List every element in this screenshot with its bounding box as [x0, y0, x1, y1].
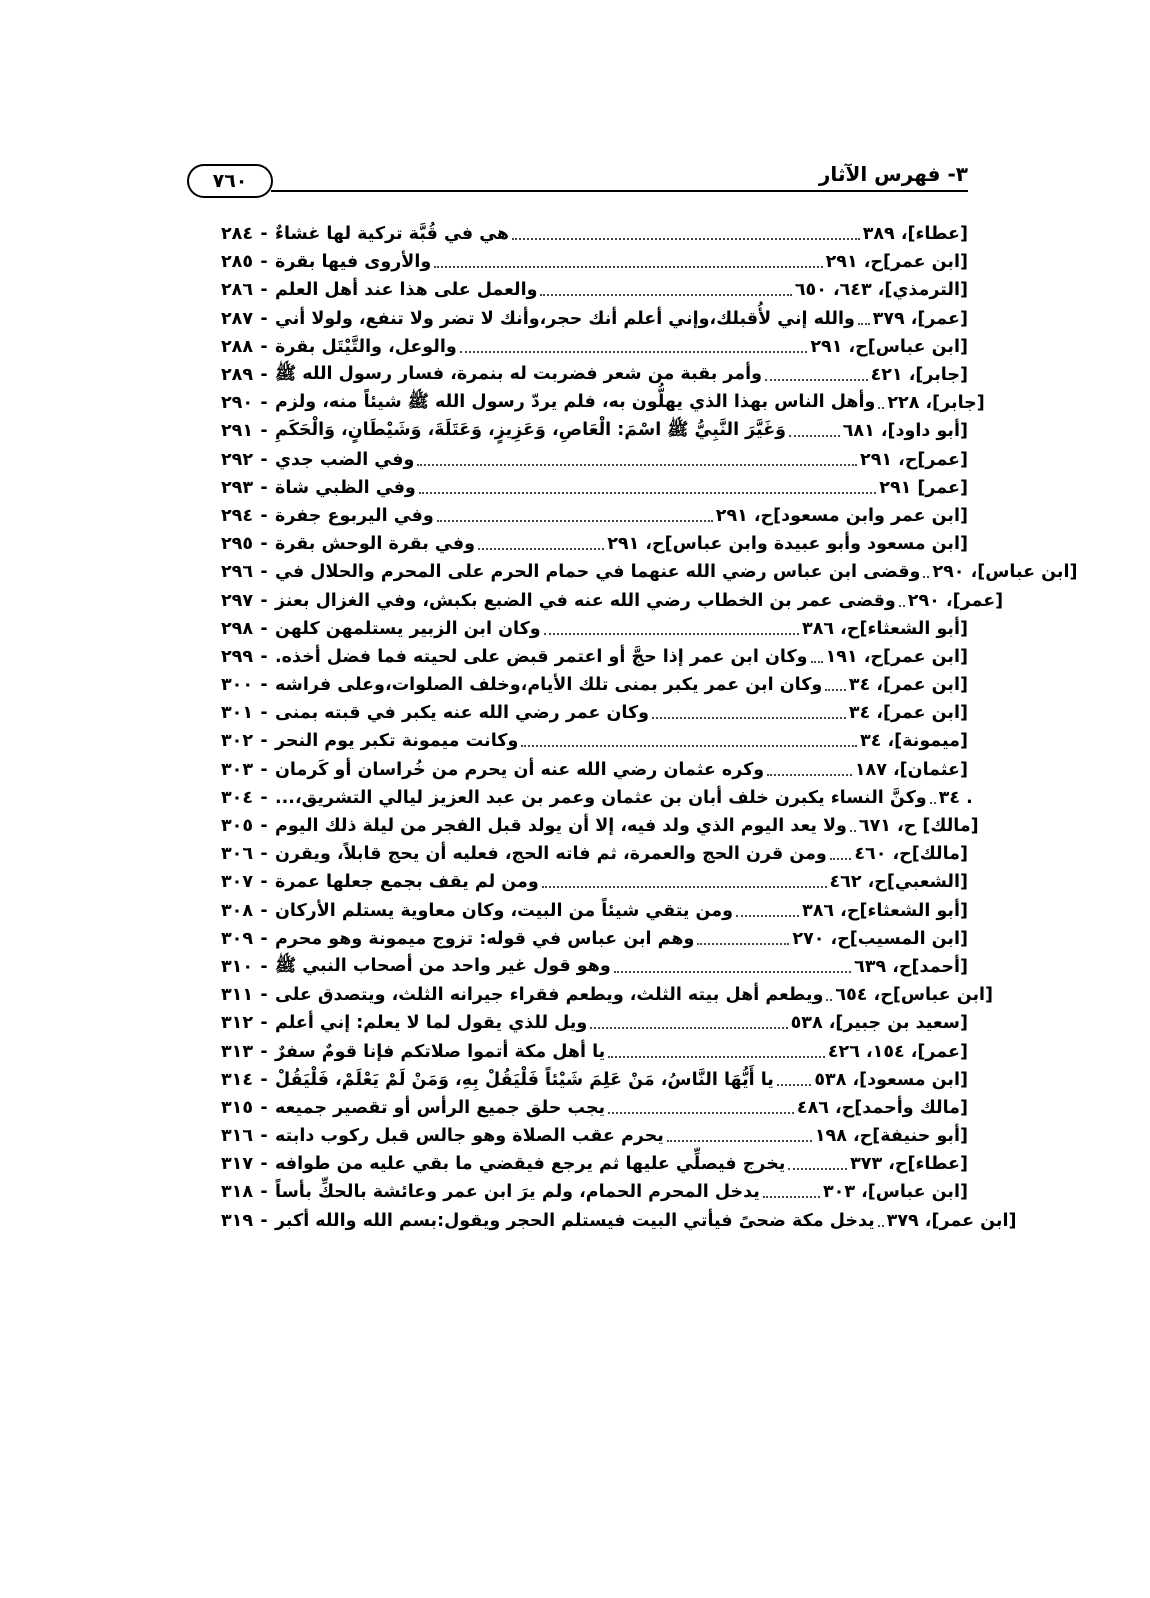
entry-source: [ابن عمر]ح، ٢٩١ [825, 252, 968, 273]
entry-text: وكره عثمان رضي الله عنه أن يحرم من خُراسان أو كَرمان [275, 759, 765, 780]
entry-dash: - [260, 1126, 268, 1147]
entry-dash: - [260, 280, 268, 301]
entry-source: [سعيد بن جبير]، ٥٣٨ [790, 1013, 968, 1034]
entry-text: وقضى ابن عباس رضي الله عنهما في حمام الحرم على المحرم والحلال في [275, 562, 921, 583]
entry-text: والله إني لأُقبلك،وإني أعلم أنك حجر،وأنك لا تضر ولا تنفع، ولولا أني [275, 308, 855, 329]
entry-source: [ابن عمر]، ٣٧٩ [886, 1210, 1017, 1231]
index-entry [193, 953, 968, 981]
entry-dash: - [260, 393, 268, 414]
entry-dash: - [260, 675, 268, 696]
entry-dash: - [260, 787, 268, 808]
header-rule [271, 190, 968, 192]
entry-dash: - [260, 336, 268, 357]
entry-text: وكان ابن الزبير يستلمهن كلهن [275, 618, 541, 639]
dot-leader [590, 1027, 787, 1029]
entry-text: يخرج فيصلِّي عليها ثم يرجع فيقضي ما بقي عليه من طوافه [275, 1154, 786, 1175]
index-entry [193, 1066, 968, 1094]
entry-source: [ابن عباس]ح، ٢٩١ [810, 336, 968, 357]
entry-dash: - [260, 928, 268, 949]
entry-dash: - [260, 731, 268, 752]
index-entry [193, 502, 968, 530]
entry-source: [ابن مسعود وأبو عبيدة وابن عباس]ح، ٢٩١ [607, 534, 968, 555]
dot-leader [419, 492, 876, 494]
entry-number: ٢٩٠ [220, 393, 253, 414]
entry-source: [عمر]ح، ٢٩١ [860, 449, 968, 470]
entry-number: ٣٠٠ [220, 675, 253, 696]
index-entry [193, 220, 968, 248]
entry-number: ٢٩٤ [220, 505, 253, 526]
dot-leader [830, 858, 852, 860]
index-entry [193, 474, 968, 502]
entry-text: ومن يتقي شيئاً من البيت، وكان معاوية يستلم الأركان [275, 900, 733, 921]
entry-text: ويل للذي يقول لما لا يعلم: إني أعلم [275, 1013, 588, 1034]
dot-leader [434, 266, 822, 268]
entry-number: ٣٠٤ [220, 787, 253, 808]
dot-leader [789, 435, 840, 437]
entry-number: ٢٩١ [220, 421, 253, 442]
entry-number: ٣٠٨ [220, 900, 253, 921]
page-number: ٧٦٠ [187, 164, 273, 198]
entry-number: ٣١٠ [220, 956, 253, 977]
entry-source: [عمر]، ٣٧٩ [872, 308, 968, 329]
entry-text: وفي بقرة الوحش بقرة [275, 534, 475, 555]
entry-number: ٣٠٦ [220, 844, 253, 865]
entry-source: [الترمذي]، ٦٤٣، ٦٥٠ [794, 280, 968, 301]
entry-source: [ابن عمر]، ٣٤ [848, 703, 968, 724]
dot-leader [736, 915, 799, 917]
section-title: ٣- فهرس الآثار [818, 162, 968, 186]
dot-leader [521, 745, 857, 747]
entry-text: والأروى فيها بقرة [275, 252, 432, 273]
index-entry [193, 417, 968, 445]
entry-text: وكنَّ النساء يكبرن خلف أبان بن عثمان وعمر بن عبد العزيز ليالي التشريق،... [275, 787, 927, 808]
entry-dash: - [260, 1013, 268, 1034]
entry-source: [أبو حنيفة]ح، ١٩٨ [814, 1126, 968, 1147]
dot-leader [478, 548, 604, 550]
dot-leader [608, 1112, 794, 1114]
entry-number: ٣٠٢ [220, 731, 253, 752]
dot-leader [930, 802, 936, 804]
entry-text: يحرم عقب الصلاة وهو جالس قبل ركوب دابته [275, 1126, 664, 1147]
entry-dash: - [260, 449, 268, 470]
index-entry [193, 615, 968, 643]
index-entry [193, 1094, 968, 1122]
index-entry [193, 699, 968, 727]
index-entry [193, 784, 973, 812]
entry-number: ٢٨٦ [220, 280, 253, 301]
index-entry [193, 389, 985, 417]
entry-number: ٢٩٥ [220, 534, 253, 555]
dot-leader [540, 294, 791, 296]
index-entry [193, 446, 968, 474]
dot-leader [667, 1140, 812, 1142]
entry-text: يجب حلق جميع الرأس أو تقصير جميعه [275, 1097, 606, 1118]
entry-number: ٢٩٣ [220, 477, 253, 498]
entry-source: [عمر] ٢٩١ [879, 477, 968, 498]
dot-leader [788, 1168, 847, 1170]
index-entry [193, 558, 1078, 586]
entry-number: ٢٩٦ [220, 562, 253, 583]
dot-leader [544, 633, 799, 635]
index-entry [193, 1207, 1017, 1235]
dot-leader [437, 520, 713, 522]
dot-leader [858, 323, 870, 325]
entry-dash: - [260, 365, 268, 386]
entry-source: [أحمد]ح، ٦٣٩ [854, 956, 968, 977]
entry-dash: - [260, 505, 268, 526]
entry-source: [ابن المسيب]ح، ٢٧٠ [792, 928, 968, 949]
dot-leader [417, 464, 857, 466]
entry-text: ولا يعد اليوم الذي ولد فيه، إلا أن يولد قبل الفجر من ليلة ذلك اليوم [275, 816, 847, 837]
index-entry [193, 812, 979, 840]
entry-number: ٣٠١ [220, 703, 253, 724]
entry-dash: - [260, 1182, 268, 1203]
dot-leader [763, 1196, 820, 1198]
dot-leader [878, 1225, 884, 1227]
entry-text: وكانت ميمونة تكبر يوم النحر [275, 731, 519, 752]
dot-leader [542, 886, 827, 888]
dot-leader [777, 1084, 811, 1086]
entry-number: ٢٨٩ [220, 365, 253, 386]
entry-source: [عثمان]، ١٨٧ [854, 759, 968, 780]
entry-dash: - [260, 308, 268, 329]
index-entry [193, 248, 968, 276]
index-entry [193, 756, 968, 784]
entry-source: [ابن عباس]، ٢٩٠ [932, 562, 1078, 583]
entry-number: ٢٩٨ [220, 618, 253, 639]
entry-number: ٣١٥ [220, 1097, 253, 1118]
entry-text: ومن قرن الحج والعمرة، ثم فاته الحج، فعليه أن يحج قابلاً، ويقرن [275, 844, 827, 865]
dot-leader [614, 971, 851, 973]
entry-source: [ابن مسعود]، ٥٣٨ [814, 1069, 968, 1090]
entry-source: [مالك وأحمد]ح، ٤٨٦ [796, 1097, 968, 1118]
dot-leader [460, 351, 808, 353]
entry-text: يدخل المحرم الحمام، ولم يرَ ابن عمر وعائشة بالحكِّ بأساً [275, 1182, 760, 1203]
dot-leader [825, 689, 846, 691]
entry-number: ٣٠٣ [220, 759, 253, 780]
dot-leader [765, 379, 868, 381]
entry-number: ٢٩٩ [220, 646, 253, 667]
entry-dash: - [260, 900, 268, 921]
entry-text: وكان ابن عمر يكبر بمنى تلك الأيام،وخلف الصلوات،وعلى فراشه [275, 675, 823, 696]
entry-text: وأمر بقبة من شعر فضربت له بنمرة، فسار رسول الله ﷺ [275, 364, 763, 385]
entry-source: [ابن عمر وابن مسعود]ح، ٢٩١ [715, 505, 968, 526]
entry-number: ٢٩٧ [220, 590, 253, 611]
index-entry [193, 925, 968, 953]
entry-dash: - [260, 224, 268, 245]
entry-number: ٣١٧ [220, 1154, 253, 1175]
index-entry [193, 333, 968, 361]
index-entry [193, 1178, 968, 1206]
entry-source: [أبو الشعثاء]ح، ٣٨٦ [802, 618, 968, 639]
entry-source: [جابر]، ٤٢١ [870, 365, 968, 386]
index-entry [193, 530, 968, 558]
entry-text: ومن لم يقف بجمع جعلها عمرة [275, 872, 539, 893]
entry-text: وفي اليربوع جفرة [275, 505, 434, 526]
entry-number: ٣١١ [220, 985, 253, 1006]
dot-leader [826, 999, 832, 1001]
dot-leader [850, 830, 856, 832]
dot-leader [923, 576, 929, 578]
index-entry [193, 361, 968, 389]
index-entry [193, 305, 968, 333]
entry-dash: - [260, 534, 268, 555]
entry-number: ٣١٦ [220, 1126, 253, 1147]
entry-text: يدخل مكة ضحىً فيأتي البيت فيستلم الحجر ويقول:بسم الله والله أكبر [275, 1210, 875, 1231]
entry-source: [مالك]ح، ٤٦٠ [854, 844, 968, 865]
entry-source: [ميمونة]، ٣٤ [860, 731, 968, 752]
dot-leader [811, 661, 823, 663]
entry-number: ٣١٨ [220, 1182, 253, 1203]
index-entry [193, 1009, 968, 1037]
entry-dash: - [260, 759, 268, 780]
entry-source: [ابن عباس]، ٣٠٣ [822, 1182, 968, 1203]
entry-dash: - [260, 703, 268, 724]
entry-dash: - [260, 1069, 268, 1090]
entry-number: ٢٨٧ [220, 308, 253, 329]
index-entry [193, 671, 968, 699]
entry-number: ٣٠٧ [220, 872, 253, 893]
entry-dash: - [260, 1210, 268, 1231]
entry-text: وكان عمر رضي الله عنه يكبر في قبته بمنى [275, 703, 650, 724]
entry-number: ٢٨٨ [220, 336, 253, 357]
entry-text: وقضى عمر بن الخطاب رضي الله عنه في الضبع بكبش، وفي الغزال بعنز [275, 590, 896, 611]
entry-dash: - [260, 1154, 268, 1175]
index-entry [193, 727, 968, 755]
entry-number: ٣١٤ [220, 1069, 253, 1090]
dot-leader [652, 717, 846, 719]
entry-dash: - [260, 477, 268, 498]
index-entry [193, 1150, 968, 1178]
entry-text: وفي الضب جدي [275, 449, 415, 470]
entry-text: يا أَيُّهَا النَّاسُ، مَنْ عَلِمَ شَيْئاً فَلْيَقُلْ بِهِ، وَمَنْ لَمْ يَعْلَمْ، فَلْيَقُلْ [275, 1069, 774, 1090]
entry-dash: - [260, 985, 268, 1006]
entry-text: والوعل، والتَّيْتَل بقرة [275, 336, 457, 357]
entry-number: ٢٨٥ [220, 252, 253, 273]
entry-dash: - [260, 1041, 268, 1062]
entry-dash: - [260, 844, 268, 865]
index-entry [193, 643, 968, 671]
entry-number: ٣١٣ [220, 1041, 253, 1062]
dot-leader [512, 238, 860, 240]
dot-leader [608, 1056, 825, 1058]
dot-leader [697, 943, 789, 945]
entry-text: هي في قُبَّة تركية لها غشاءٌ [275, 224, 510, 245]
entry-text: يا أهل مكة أتموا صلاتكم فإنا قومٌ سفرٌ [275, 1041, 606, 1062]
entry-source: [ابن عباس]ح، ٦٥٤ [835, 985, 994, 1006]
index-entry [193, 1037, 968, 1065]
entry-dash: - [260, 590, 268, 611]
entry-number: ٣٠٩ [220, 928, 253, 949]
entry-text: والعمل على هذا عند أهل العلم [275, 280, 538, 301]
entry-source: [جابر]، ٢٢٨ [887, 393, 985, 414]
entry-text: وكان ابن عمر إذا حجَّ أو اعتمر قبض على لحيته فما فضل أخذه. [275, 646, 808, 667]
entry-dash: - [260, 816, 268, 837]
dot-leader [899, 605, 905, 607]
entry-source: [أبو داود]، ٦٨١ [842, 421, 968, 442]
page-header [187, 162, 968, 192]
entry-source: [عطاء]، ٣٨٩ [862, 224, 968, 245]
entry-dash: - [260, 618, 268, 639]
entry-text: وفي الظبي شاة [275, 477, 416, 498]
entry-source: [ابن عمر]، ٣٤ [848, 675, 968, 696]
entry-dash: - [260, 646, 268, 667]
entry-text: وهو قول غير واحد من أصحاب النبي ﷺ [275, 955, 611, 976]
index-entry [193, 840, 968, 868]
entry-source: [عطاء]ح، ٣٧٣ [850, 1154, 968, 1175]
entry-dash: - [260, 421, 268, 442]
index-entry [193, 868, 968, 896]
entry-text: وَغَيَّرَ النَّبِيُّ ﷺ اسْمَ: الْعَاصِ، وَعَزِيزٍ، وَعَتَلَةَ، وَشَيْطَانٍ، وَالْحَكَمِ [275, 420, 787, 441]
entry-source: [الشعبي]ح، ٤٦٢ [829, 872, 968, 893]
athar-index-list [193, 220, 1078, 1235]
index-entry [193, 586, 1004, 614]
entry-dash: - [260, 956, 268, 977]
entry-source: [عمر]، ٢٩٠ [907, 590, 1004, 611]
entry-dash: - [260, 1097, 268, 1118]
entry-source: . ٣٤ [938, 787, 973, 808]
entry-number: ٣١٩ [220, 1210, 253, 1231]
index-entry [193, 981, 994, 1009]
entry-source: [ابن عمر]ح، ١٩١ [825, 646, 968, 667]
dot-leader [878, 407, 884, 409]
index-entry [193, 276, 968, 304]
entry-text: وهم ابن عباس في قوله: تزوج ميمونة وهو محرم [275, 928, 695, 949]
entry-text: ويطعم أهل بيته الثلث، ويطعم فقراء جيرانه الثلث، ويتصدق على [275, 985, 824, 1006]
entry-number: ٢٩٢ [220, 449, 253, 470]
entry-number: ٢٨٤ [220, 224, 253, 245]
entry-text: وأهل الناس بهذا الذي يهلُّون به، فلم يردّ رسول الله ﷺ شيئاً منه، ولزم [275, 392, 876, 413]
index-entry [193, 897, 968, 925]
entry-dash: - [260, 562, 268, 583]
entry-dash: - [260, 252, 268, 273]
entry-dash: - [260, 872, 268, 893]
entry-source: [مالك] ح، ٦٧١ [858, 816, 979, 837]
index-entry [193, 1122, 968, 1150]
dot-leader [767, 774, 852, 776]
entry-source: [عمر]، ١٥٤، ٤٢٦ [827, 1041, 968, 1062]
entry-number: ٣٠٥ [220, 816, 253, 837]
entry-number: ٣١٢ [220, 1013, 253, 1034]
entry-source: [أبو الشعثاء]ح، ٣٨٦ [802, 900, 968, 921]
